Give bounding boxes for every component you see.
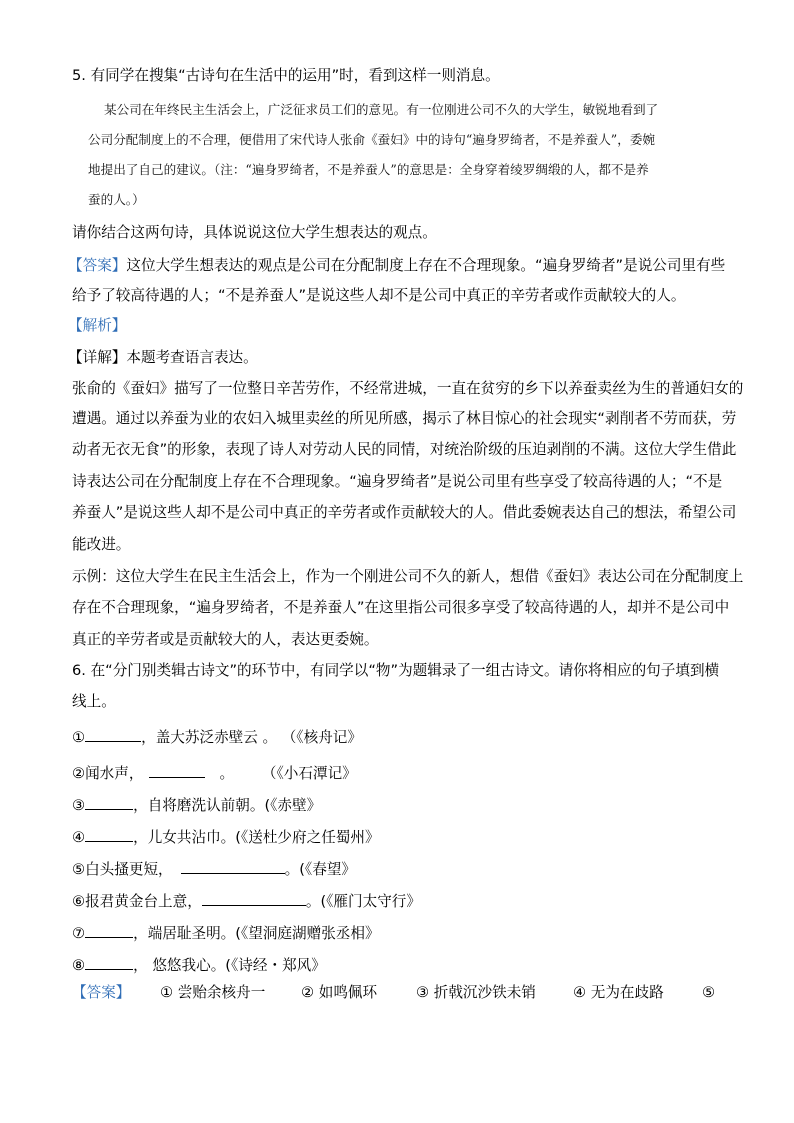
fill-item-5	[72, 859, 734, 880]
analysis-label: 【解析】	[68, 317, 127, 334]
example-line-2: 存在不合理现象，“遍身罗绮者，不是养蚕人”在这里指公司很多享受了较高待遇的人，却并不是公司中	[72, 599, 730, 616]
answer-blank[interactable]	[85, 955, 133, 970]
fill-item-suffix: 。(《春望》	[284, 861, 357, 878]
analysis-tag	[68, 316, 734, 336]
fill-item-suffix: 。(《雁门太守行》	[305, 893, 421, 910]
detail-line-3: 动者无衣无食”的形象，表现了诗人对劳动人民的同情，对统治阶级的压迫剥削的不满。这位大学生借此	[72, 441, 737, 458]
fill-item-suffix: ， 悠悠我心。(《诗经・郑风》	[133, 957, 326, 974]
answer-blank[interactable]	[149, 763, 205, 778]
question-5-prompt: 请你结合这两句诗，具体说说这位大学生想表达的观点。	[72, 224, 437, 241]
fill-item-suffix: ，儿女共沾巾。(《送杜少府之任蜀州》	[133, 829, 380, 846]
example-line-1: 示例：这位大学生在民主生活会上，作为一个刚进公司不久的新人，想借《蚕妇》表达公司在分配制度上	[72, 568, 744, 585]
answer-blank[interactable]	[202, 891, 306, 906]
fill-item-prefix: ⑧	[72, 957, 86, 974]
answer-blank[interactable]	[85, 923, 133, 938]
answer-5-line-2: 给予了较高待遇的人；“不是养蚕人”是说这些人却不是公司中真正的辛劳者或作贡献较大的人。	[72, 287, 686, 304]
detail-line-1: 张俞的《蚕妇》描写了一位整日辛苦劳作，不经常进城，一直在贫穷的乡下以养蚕卖丝为生的普通妇女的	[72, 380, 744, 397]
fill-item-8	[72, 955, 734, 976]
fill-item-prefix: ⑦	[72, 925, 86, 942]
answer-6-row	[72, 983, 752, 1005]
detail-line-5: 养蚕人”是说这些人却不是公司中真正的辛劳者或作贡献较大的人。借此委婉表达自己的想法，希望公司	[72, 504, 737, 521]
answer-item-3: ③ 折戟沉沙铁未销	[416, 984, 536, 1001]
answer-tag: 【答案】	[72, 984, 131, 1001]
fill-item-prefix: ⑤白头搔更短，	[72, 861, 173, 878]
answer-text: 这位大学生想表达的观点是公司在分配制度上存在不合理现象。“遍身罗绮者”是说公司里有些	[126, 257, 726, 274]
question-6-stem-1: 6. 在“分门别类辑古诗文”的环节中，有同学以“物”为题辑录了一组古诗文。请你将相应的句子填到横	[72, 662, 720, 679]
answer-5-line-1	[68, 256, 734, 276]
fill-item-1	[72, 727, 734, 748]
answer-blank[interactable]	[181, 859, 285, 874]
fill-item-4	[72, 827, 734, 848]
detail-line-2: 遭遇。通过以养蚕为业的农妇入城里卖丝的所见所感，揭示了林目惊心的社会现实“剥削者不劳而获，劳	[72, 410, 737, 427]
quote-line-3: 地提出了自己的建议。（注：“遍身罗绮者，不是养蚕人”的意思是：全身穿着绫罗绸缎的人，都不是养	[88, 162, 649, 177]
fill-item-prefix: ④	[72, 829, 86, 846]
fill-item-2	[72, 763, 734, 784]
answer-blank[interactable]	[85, 795, 133, 810]
answer-tag: 【答案】	[68, 257, 127, 274]
detail-first-text: 本题考查语言表达。	[126, 349, 258, 366]
fill-item-6	[72, 891, 734, 912]
fill-item-3	[72, 795, 734, 816]
example-line-3: 真正的辛劳者或是贡献较大的人，表达更委婉。	[72, 631, 379, 648]
answer-blank[interactable]	[85, 727, 141, 742]
answer-item-1: ① 尝贻余核舟一	[160, 984, 266, 1001]
detail-line-0	[68, 348, 734, 368]
fill-item-prefix: ⑥报君黄金台上意，	[72, 893, 202, 910]
quote-line-2: 公司分配制度上的不合理，便借用了宋代诗人张俞《蚕妇》中的诗句“遍身罗绮者，不是养蚕人”，委婉	[88, 132, 656, 147]
detail-line-4: 诗表达公司在分配制度上存在不合理现象。“遍身罗绮者”是说公司里有些享受了较高待遇的人；“不是	[72, 473, 723, 490]
quote-line-1: 某公司在年终民主生活会上，广泛征求员工们的意见。有一位刚进公司不久的大学生，敏锐地看到了	[104, 102, 659, 117]
quote-line-4: 蚕的人。）	[88, 192, 145, 207]
fill-item-prefix: ②闻水声，	[72, 765, 144, 782]
fill-item-suffix: ，端居耻圣明。(《望洞庭湖赠张丞相》	[133, 925, 380, 942]
detail-line-6: 能改进。	[72, 536, 131, 553]
fill-item-prefix: ③	[72, 797, 86, 814]
detail-label: 【详解】	[68, 349, 127, 366]
fill-item-7	[72, 923, 734, 944]
fill-item-suffix: 。 （《小石潭记》	[219, 765, 357, 782]
fill-item-prefix: ①	[72, 729, 86, 746]
answer-blank[interactable]	[85, 827, 133, 842]
fill-item-suffix: ，自将磨洗认前朝。(《赤壁》	[133, 797, 322, 814]
answer-item-4: ④ 无为在歧路	[573, 984, 664, 1001]
question-6-stem-2: 线上。	[72, 693, 116, 710]
answer-item-5: ⑤	[702, 984, 716, 1001]
question-5-stem: 5. 有同学在搜集“古诗句在生活中的运用”时，看到这样一则消息。	[72, 67, 500, 84]
answer-item-2: ② 如鸣佩环	[301, 984, 378, 1001]
fill-item-suffix: ，盖大苏泛赤壁云 。 （《核舟记》	[141, 729, 362, 746]
